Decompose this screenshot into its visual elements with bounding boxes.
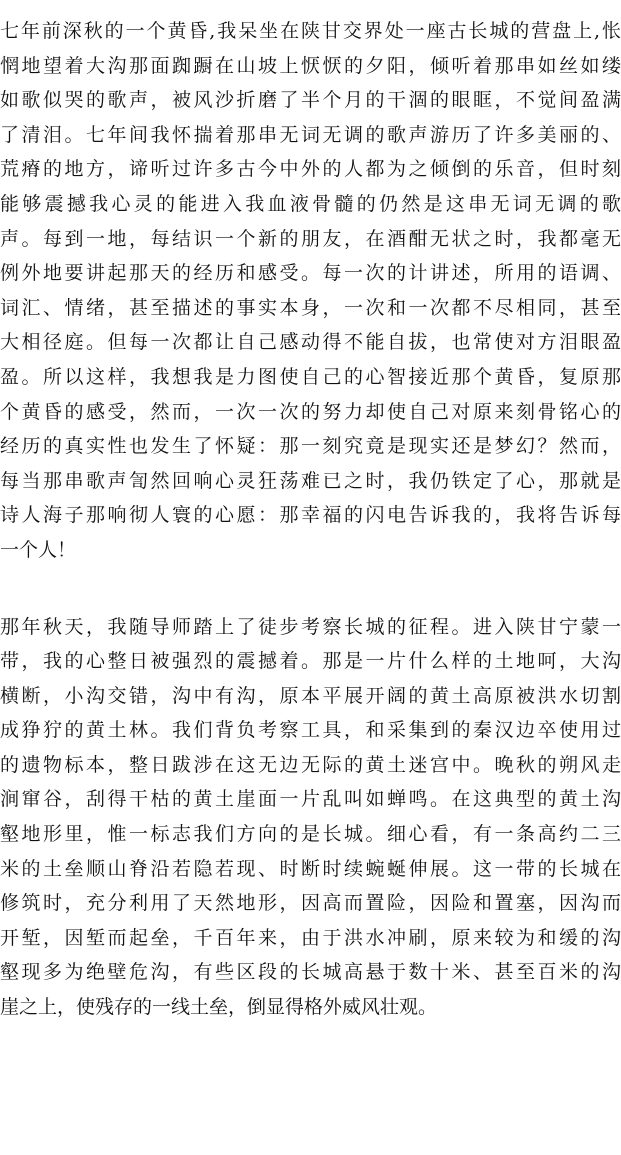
text-line: 涧窜谷，刮得干枯的黄土崖面一片乱叫如蝉鸣。在这典型的黄土沟 [0,788,621,811]
text-line: 修筑时，充分利用了天然地形，因高而置险，因险和置塞，因沟而 [0,892,621,915]
text-line: 盈。所以这样，我想我是力图使自己的心智接近那个黄昏，复原那 [0,365,621,388]
text-line: 能够震撼我心灵的能进入我血液骨髓的仍然是这串无词无调的歌 [0,192,621,215]
paragraph-gap [0,568,621,610]
text-line: 七年前深秋的一个黄昏,我呆坐在陕甘交界处一座古长城的营盘上,怅 [0,20,621,42]
text-line: 那年秋天，我随导师踏上了徒步考察长城的征程。进入陕甘宁蒙一 [0,615,621,638]
paragraph-2 [0,610,621,1025]
text-line: 每当那串歌声訇然回响心灵狂荡难已之时，我仍铁定了心，那就是 [0,469,621,492]
article-body [0,14,621,1025]
text-line: 成狰狞的黄土林。我们背负考察工具，和采集到的秦汉边卒使用过 [0,719,621,742]
text-line: 如歌似哭的歌声，被风沙折磨了半个月的干涸的眼眶，不觉间盈满 [0,89,621,112]
text-line: 经历的真实性也发生了怀疑：那一刻究竟是现实还是梦幻？然而， [0,435,621,458]
text-line: 壑地形里，惟一标志我们方向的是长城。细心看，有一条高约二三 [0,823,621,846]
text-line: 诗人海子那响彻人寰的心愿：那幸福的闪电告诉我的，我将告诉每 [0,504,621,527]
text-line: 惘地望着大沟那面踟蹰在山坡上恹恹的夕阳，倾听着那串如丝如缕 [0,54,621,77]
text-line: 大相径庭。但每一次都让自己感动得不能自拔，也常使对方泪眼盈 [0,331,621,354]
text-line: 声。每到一地，每结识一个新的朋友，在酒酣无状之时，我都毫无 [0,227,621,250]
text-line: 米的土垒顺山脊沿若隐若现、时断时续蜿蜒伸展。这一带的长城在 [0,857,621,880]
text-line: 壑现多为绝壁危沟，有些区段的长城高悬于数十米、甚至百米的沟 [0,961,621,984]
text-line: 的遗物标本，整日跋涉在这无边无际的黄土迷宫中。晚秋的朔风走 [0,753,621,776]
text-line: 词汇、情绪，甚至描述的事实本身，一次和一次都不尽相同，甚至 [0,296,621,319]
text-line: 带，我的心整日被强烈的震撼着。那是一片什么样的土地呵，大沟 [0,650,621,673]
paragraph-1 [0,14,621,568]
text-line: 例外地要讲起那天的经历和感受。每一次的计讲述，所用的语调、 [0,262,621,285]
text-line: 了清泪。七年间我怀揣着那串无词无调的歌声游历了许多美丽的、 [0,123,621,146]
text-line: 一个人！ [0,538,77,561]
text-line: 横断，小沟交错，沟中有沟，原本平展开阔的黄土高原被洪水切割 [0,684,621,707]
text-line: 崖之上，使残存的一线土垒，倒显得格外威风壮观。 [0,996,438,1019]
text-line: 荒瘠的地方，谛听过许多古今中外的人都为之倾倒的乐音，但时刻 [0,158,621,181]
text-line: 个黄昏的感受，然而，一次一次的努力却使自己对原来刻骨铭心的 [0,400,621,423]
text-line: 开堑，因堑而起垒，千百年来，由于洪水冲刷，原来较为和缓的沟 [0,926,621,949]
